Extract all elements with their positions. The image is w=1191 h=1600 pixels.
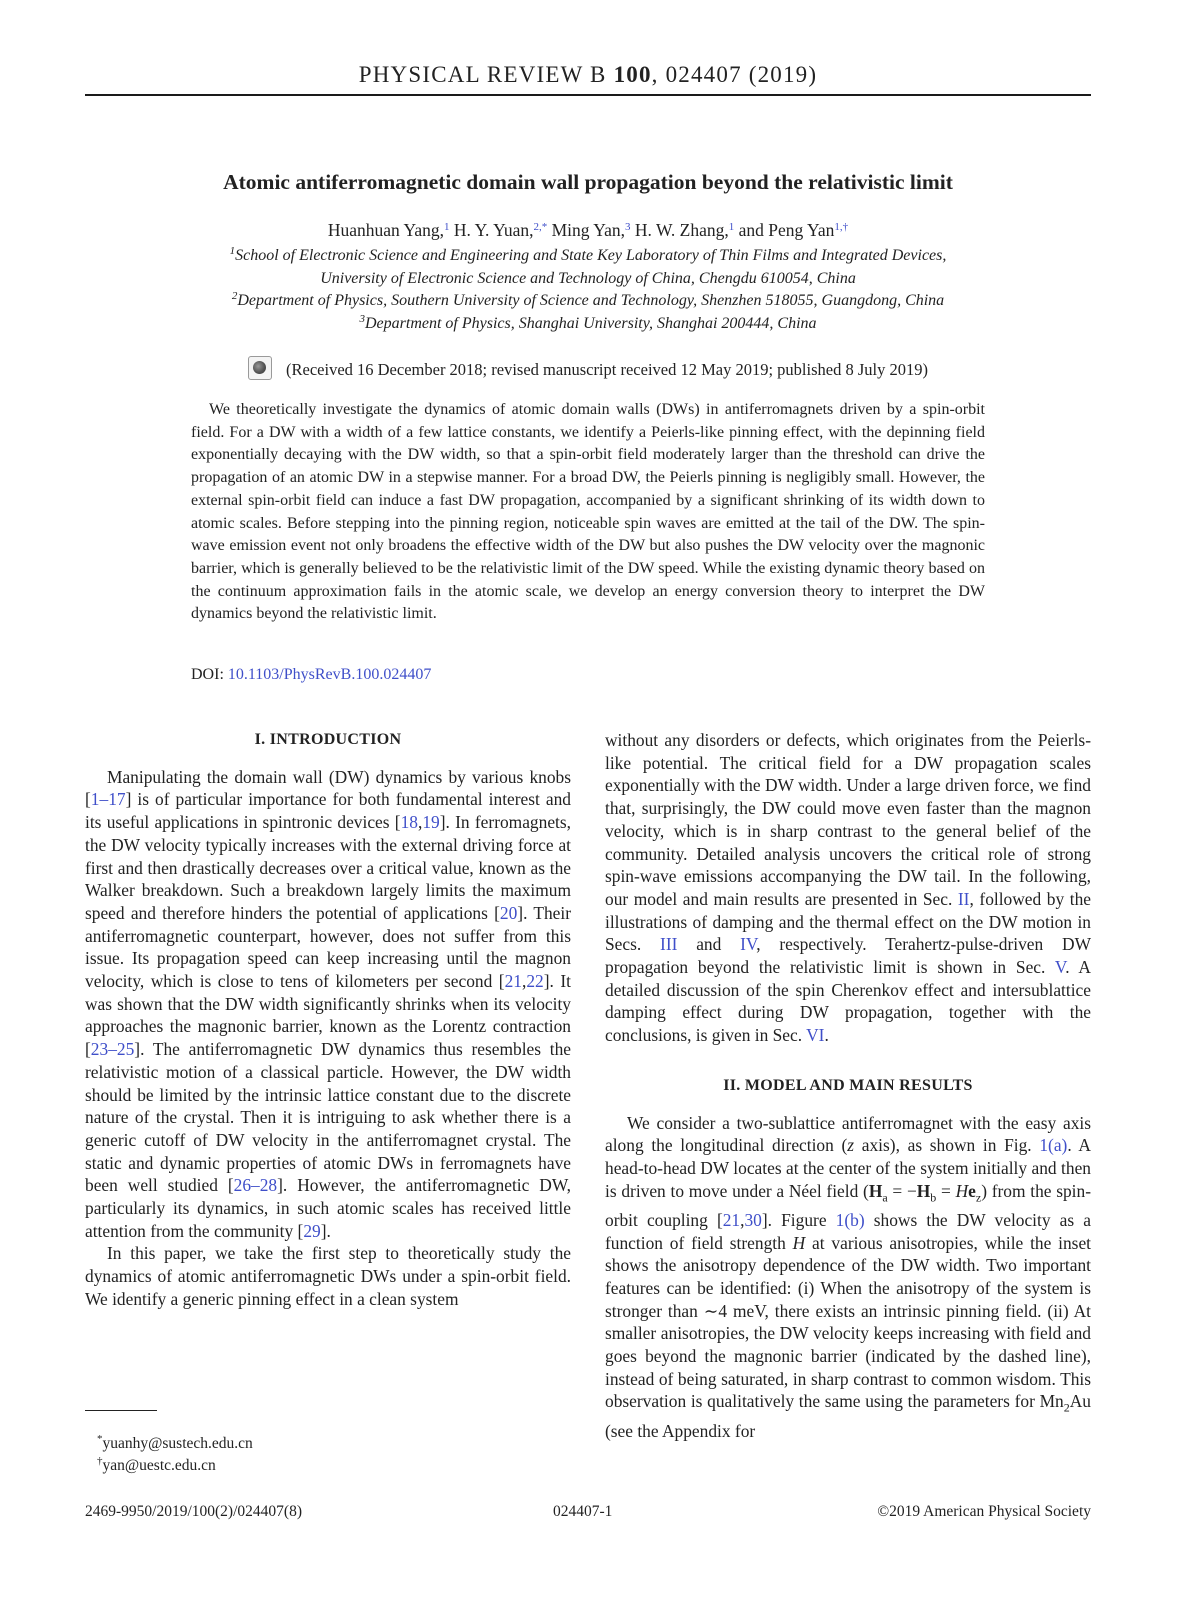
received-text: (Received 16 December 2018; revised manuscript received 12 May 2019; published 8 July 2019) — [286, 360, 928, 379]
section-heading: I. INTRODUCTION — [254, 731, 402, 748]
reference-link[interactable]: 23–25 — [90, 1039, 135, 1060]
paper-title: Atomic antiferromagnetic domain wall propagation beyond the relativistic limit — [223, 170, 953, 194]
footer-copyright: ©2019 American Physical Society — [877, 1503, 1091, 1520]
reference-link[interactable]: 1(a) — [1039, 1135, 1068, 1156]
footer-page-number: 024407-1 — [553, 1503, 613, 1520]
reference-link[interactable]: 1–17 — [90, 789, 126, 810]
crossmark-check-for-updates-icon[interactable] — [248, 356, 272, 380]
footer-issn: 2469-9950/2019/100(2)/024407(8) — [85, 1503, 302, 1520]
reference-link[interactable]: 29 — [303, 1220, 321, 1241]
math-subscript: a — [882, 1190, 888, 1205]
reference-link[interactable]: 1(b) — [835, 1209, 865, 1230]
math-vector: H — [916, 1180, 931, 1201]
math-subscript: z — [975, 1190, 982, 1205]
reference-link[interactable]: III — [660, 934, 678, 955]
math-symbol: H — [792, 1232, 806, 1253]
journal-name: PHYSICAL REVIEW B — [358, 62, 614, 87]
paragraph: In this paper, we take the first step to theoretically study the dynamics of atomic antiferromagnetic DWs under a spin-orbit field. We identify a generic pinning effect in a clean system — [85, 1243, 571, 1309]
reference-link[interactable]: 19 — [422, 812, 440, 833]
author: and Peng Yan$^{1,\dagger}$ — [734, 220, 849, 240]
column-right — [605, 729, 1091, 1442]
affiliation: $^3$Department of Physics, Shanghai University, Shanghai 200444, China — [359, 313, 817, 333]
affiliation-link[interactable]: 1 — [728, 221, 735, 233]
article-ref: , 024407 (2019) — [651, 62, 818, 87]
header-rule — [85, 94, 1091, 96]
math-vector: H — [868, 1180, 883, 1201]
author: H. Y. Yuan,$^{2,*}$ — [449, 220, 548, 240]
reference-link[interactable]: 30 — [744, 1209, 762, 1230]
paragraph: We consider a two-sublattice antiferromagnet with the easy axis along the longitudinal direction (z axis), as shown in Fig. 1(a). A head-to-head DW locates at the center of the system initially and then is driven to move under a Néel field $(H_a = -H_b = He_z)$ from the spin-orbit coupling [21,30]. Figure 1(b) shows the DW velocity as a function of field strength H at various anisotropies, while the inset shows the anisotropy dependence of the DW width. Two important features can be identified: (i) When the anisotropy of the system is stronger than ∼4 meV, there exists an intrinsic pinning field. (ii) At smaller anisotropies, the DW velocity keeps increasing with field and goes beyond the magnonic barrier (indicated by the dashed line), instead of being saturated, in sharp contrast to common wisdom. This observation is qualitatively the same using the parameters for $Mn_2Au$ (see the Appendix for — [605, 1112, 1092, 1441]
footnote: *yuanhy@sustech.edu.cn — [97, 1433, 253, 1452]
author: Huanhuan Yang,$^1$ — [327, 220, 450, 240]
reference-link[interactable]: 20 — [499, 902, 518, 923]
affiliation-link[interactable]: 2,* — [533, 221, 548, 233]
math-vector: e — [968, 1180, 976, 1201]
received-dates — [85, 356, 1091, 380]
paragraph: without any disorders or defects, which originates from the Peierls-like potential. The critical field for a DW propagation scales exponentially with the DW width. Under a large driven force, we find that, surprisingly, the DW could move even faster than the magnon velocity, which is in sharp contrast to the general belief of the community. Detailed analysis uncovers the critical role of strong spin-wave emissions accompanying the DW tail. In the following, our model and main results are presented in Sec. II, followed by the illustrations of damping and the thermal effect on the DW motion in Secs. III and IV, respectively. Terahertz-pulse-driven DW propagation beyond the relativistic limit is shown in Sec. V. A detailed discussion of the spin Cherenkov effect and intersublattice damping effect during DW propagation, together with the conclusions, is given in Sec. VI. — [605, 730, 1091, 1046]
math-symbol: H — [955, 1180, 969, 1201]
affiliation-link[interactable]: 3 — [625, 221, 631, 233]
reference-link[interactable]: 22 — [526, 971, 544, 992]
author: Ming Yan,$^3$ — [547, 220, 631, 240]
affiliation: $^1$School of Electronic Science and Engineering and State Key Laboratory of Thin Films and Integrated Devices, — [229, 245, 947, 264]
author-list — [85, 220, 1091, 241]
reference-link[interactable]: 18 — [400, 812, 418, 833]
footnote: †yan@uestc.edu.cn — [97, 1455, 216, 1474]
math-symbol: z — [847, 1135, 855, 1156]
journal-header — [85, 62, 1091, 88]
reference-link[interactable]: 26–28 — [233, 1175, 278, 1196]
affiliations — [85, 245, 1091, 336]
reference-link[interactable]: 21 — [504, 971, 522, 992]
footnotes — [85, 1433, 253, 1477]
abstract: We theoretically investigate the dynamics of atomic domain walls (DWs) in antiferromagnets driven by a spin-orbit field. For a DW with a width of a few lattice constants, we identify a Peierls-like pinning effect, with the depinning field exponentially decaying with the DW width, so that a spin-orbit field moderately larger than the threshold can drive the propagation of an atomic DW in a stepwise manner. For a broad DW, the Peierls pinning is negligibly small. However, the external spin-orbit field can induce a fast DW propagation, accompanied by a significant shrinking of its width down to atomic scales. Before stepping into the pinning region, noticeable spin waves are emitted at the tail of the DW. The spin-wave emission event not only broadens the effective width of the DW but also pushes the DW velocity over the magnonic barrier, which is generally believed to be the relativistic limit of the DW speed. While the existing dynamic theory based on the continuum approximation fails in the atomic scale, we develop an energy conversion theory to interpret the DW dynamics beyond the relativistic limit. — [191, 401, 985, 623]
math-subscript: b — [930, 1190, 937, 1205]
doi: DOI: 10.1103/PhysRevB.100.024407 — [191, 666, 432, 683]
column-left — [85, 729, 571, 1311]
author: H. W. Zhang,$^1$ — [630, 220, 735, 240]
journal-volume: 100 — [613, 62, 652, 87]
affiliation: University of Electronic Science and Technology of China, Chengdu 610054, China — [320, 269, 856, 287]
affiliation-link[interactable]: 1,† — [834, 221, 849, 233]
reference-link[interactable]: 21 — [722, 1209, 741, 1230]
affiliation-link[interactable]: 1 — [444, 221, 450, 233]
reference-link[interactable]: II — [957, 888, 970, 909]
section-heading: II. MODEL AND MAIN RESULTS — [723, 1076, 973, 1094]
math-subscript: 2 — [1063, 1400, 1070, 1415]
reference-link[interactable]: VI — [806, 1025, 825, 1046]
affiliation: $^2$Department of Physics, Southern University of Science and Technology, Shenzhen 518055, Guangdong, China — [231, 290, 945, 310]
reference-link[interactable]: IV — [740, 934, 757, 955]
reference-link[interactable]: V — [1054, 957, 1066, 978]
doi-link[interactable]: 10.1103/PhysRevB.100.024407 — [227, 666, 432, 683]
paragraph: Manipulating the domain wall (DW) dynamics by various knobs [1–17] is of particular importance for both fundamental interest and its useful applications in spintronic devices [18,19]. In ferromagnets, the DW velocity typically increases with the external driving force at first and then drastically decreases over a critical value, known as the Walker breakdown. Such a breakdown largely limits the maximum speed and therefore hinders the potential of applications [20]. Their antiferromagnetic counterpart, however, does not suffer from this issue. Its propagation speed can keep increasing until the magnon velocity, which is close to tens of kilometers per second [21,22]. It was shown that the DW width significantly shrinks when its velocity approaches the magnonic barrier, known as the Lorentz contraction [23–25]. The antiferromagnetic DW dynamics thus resembles the relativistic motion of a classical particle. However, the DW width should be limited by the intrinsic lattice constant due to the discrete nature of the crystal. Then it is intriguing to ask whether there is a generic cutoff of DW velocity in the antiferromagnet crystal. The static and dynamic properties of atomic DWs in ferromagnets have been well studied [26–28]. However, the antiferromagnetic DW, particularly its dynamics, in such atomic scales has received little attention from the community [29]. — [85, 766, 571, 1241]
footnote-rule — [85, 1410, 157, 1411]
